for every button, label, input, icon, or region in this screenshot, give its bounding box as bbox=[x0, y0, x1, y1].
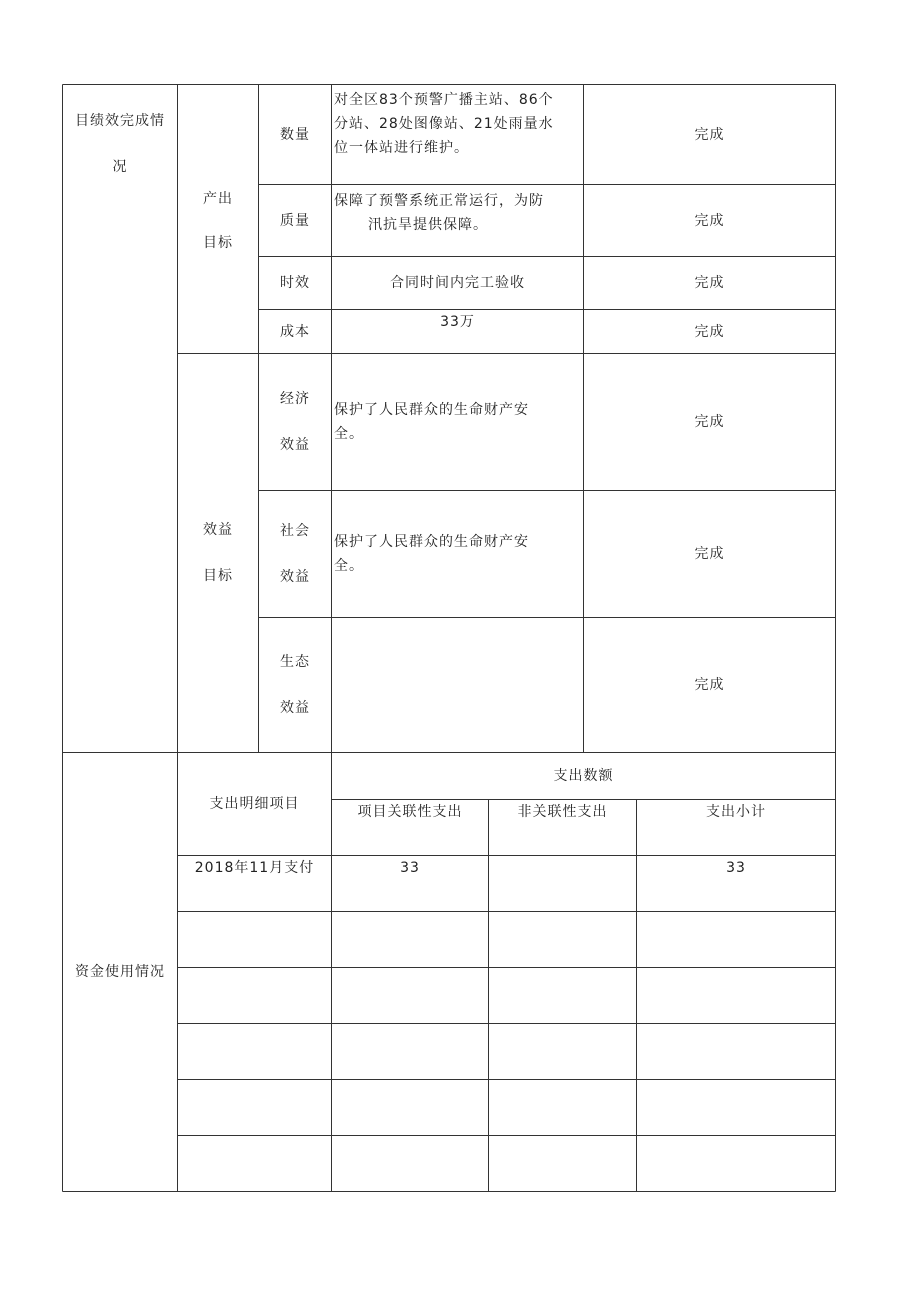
timeliness-label: 时效 bbox=[280, 275, 310, 291]
col-subtotal: 支出小计 bbox=[706, 804, 766, 820]
timeliness-description: 合同时间内完工验收 bbox=[390, 275, 525, 291]
fund-row-6-related bbox=[332, 1136, 488, 1191]
fund-row-4-related bbox=[332, 1024, 488, 1079]
detail-items-header: 支出明细项目 bbox=[209, 796, 300, 812]
social-benefit-status: 完成 bbox=[694, 546, 725, 562]
economic-benefit-label-line1: 经济 bbox=[280, 391, 310, 407]
output-target-line1: 产出 bbox=[203, 191, 233, 207]
fund-row-3-related bbox=[332, 968, 488, 1023]
benefit-target-label bbox=[178, 508, 258, 598]
fund-row-5-item bbox=[178, 1080, 331, 1135]
timeliness-status: 完成 bbox=[694, 275, 725, 291]
quality-status: 完成 bbox=[694, 212, 725, 229]
economic-benefit-description bbox=[334, 354, 582, 490]
ecological-benefit-status: 完成 bbox=[694, 677, 725, 693]
economic-benefit-description-line2: 全。 bbox=[334, 426, 364, 442]
ecological-benefit-label-line2: 效益 bbox=[280, 700, 310, 716]
economic-benefit-label-line2: 效益 bbox=[280, 437, 310, 453]
fund-row-5-subtotal bbox=[637, 1080, 835, 1135]
social-benefit-label bbox=[259, 491, 331, 617]
economic-benefit-status: 完成 bbox=[694, 414, 725, 430]
fund-row-3-unrelated bbox=[489, 968, 636, 1023]
fund-row-5-unrelated bbox=[489, 1080, 636, 1135]
cost-description: 33万 bbox=[440, 314, 475, 330]
quality-description-line1: 保障了预警系统正常运行，为防 bbox=[334, 193, 544, 209]
fund-row-1-subtotal: 33 bbox=[726, 860, 746, 876]
fund-row-4-subtotal bbox=[637, 1024, 835, 1079]
social-benefit-description-line2: 全。 bbox=[334, 558, 364, 574]
fund-row-2-item bbox=[178, 912, 331, 967]
quantity-description bbox=[334, 88, 582, 180]
cost-status: 完成 bbox=[694, 323, 725, 340]
amount-header: 支出数额 bbox=[553, 768, 614, 784]
fund-row-6-unrelated bbox=[489, 1136, 636, 1191]
quality-label: 质量 bbox=[280, 212, 310, 229]
fund-row-2-unrelated bbox=[489, 912, 636, 967]
fund-row-3-subtotal bbox=[637, 968, 835, 1023]
quantity-status: 完成 bbox=[694, 126, 725, 143]
cost-label: 成本 bbox=[280, 323, 310, 340]
benefit-target-line2: 目标 bbox=[203, 568, 233, 584]
fund-row-4-unrelated bbox=[489, 1024, 636, 1079]
social-benefit-label-line1: 社会 bbox=[280, 523, 310, 539]
social-benefit-description bbox=[334, 491, 582, 617]
ecological-benefit-description bbox=[334, 618, 582, 752]
fund-row-6-item bbox=[178, 1136, 331, 1191]
quantity-description-line1: 对全区83个预警广播主站、86个 bbox=[334, 92, 554, 108]
col-related-expense: 项目关联性支出 bbox=[357, 804, 463, 820]
social-benefit-description-line1: 保护了人民群众的生命财产安 bbox=[334, 534, 529, 550]
fund-row-6-subtotal bbox=[637, 1136, 835, 1191]
benefit-target-line1: 效益 bbox=[203, 522, 233, 538]
funds-section-label: 资金使用情况 bbox=[75, 964, 165, 980]
performance-section-label-line2: 况 bbox=[112, 159, 128, 175]
performance-section-label-line1: 目绩效完成情 bbox=[75, 113, 165, 129]
quantity-description-line3: 位一体站进行维护。 bbox=[334, 140, 469, 156]
fund-row-2-subtotal bbox=[637, 912, 835, 967]
ecological-benefit-label-line1: 生态 bbox=[280, 654, 310, 670]
fund-row-5-related bbox=[332, 1080, 488, 1135]
output-target-label bbox=[178, 176, 258, 266]
fund-row-1-related: 33 bbox=[400, 860, 420, 876]
fund-row-3-item bbox=[178, 968, 331, 1023]
economic-benefit-description-line1: 保护了人民群众的生命财产安 bbox=[334, 402, 529, 418]
fund-row-1-unrelated bbox=[489, 856, 636, 911]
fund-row-1-item: 2018年11月支付 bbox=[194, 860, 315, 876]
quality-description-line2: 汛抗旱提供保障。 bbox=[368, 217, 488, 233]
quantity-label: 数量 bbox=[280, 126, 310, 143]
social-benefit-label-line2: 效益 bbox=[280, 569, 310, 585]
col-unrelated-expense: 非关联性支出 bbox=[517, 804, 608, 820]
ecological-benefit-label bbox=[259, 618, 331, 752]
fund-row-2-related bbox=[332, 912, 488, 967]
output-target-line2: 目标 bbox=[203, 235, 233, 251]
quantity-description-line2: 分站、28处图像站、21处雨量水 bbox=[334, 116, 554, 132]
performance-section-label bbox=[63, 98, 177, 198]
quality-description bbox=[334, 189, 582, 253]
fund-row-4-item bbox=[178, 1024, 331, 1079]
economic-benefit-label bbox=[259, 354, 331, 490]
